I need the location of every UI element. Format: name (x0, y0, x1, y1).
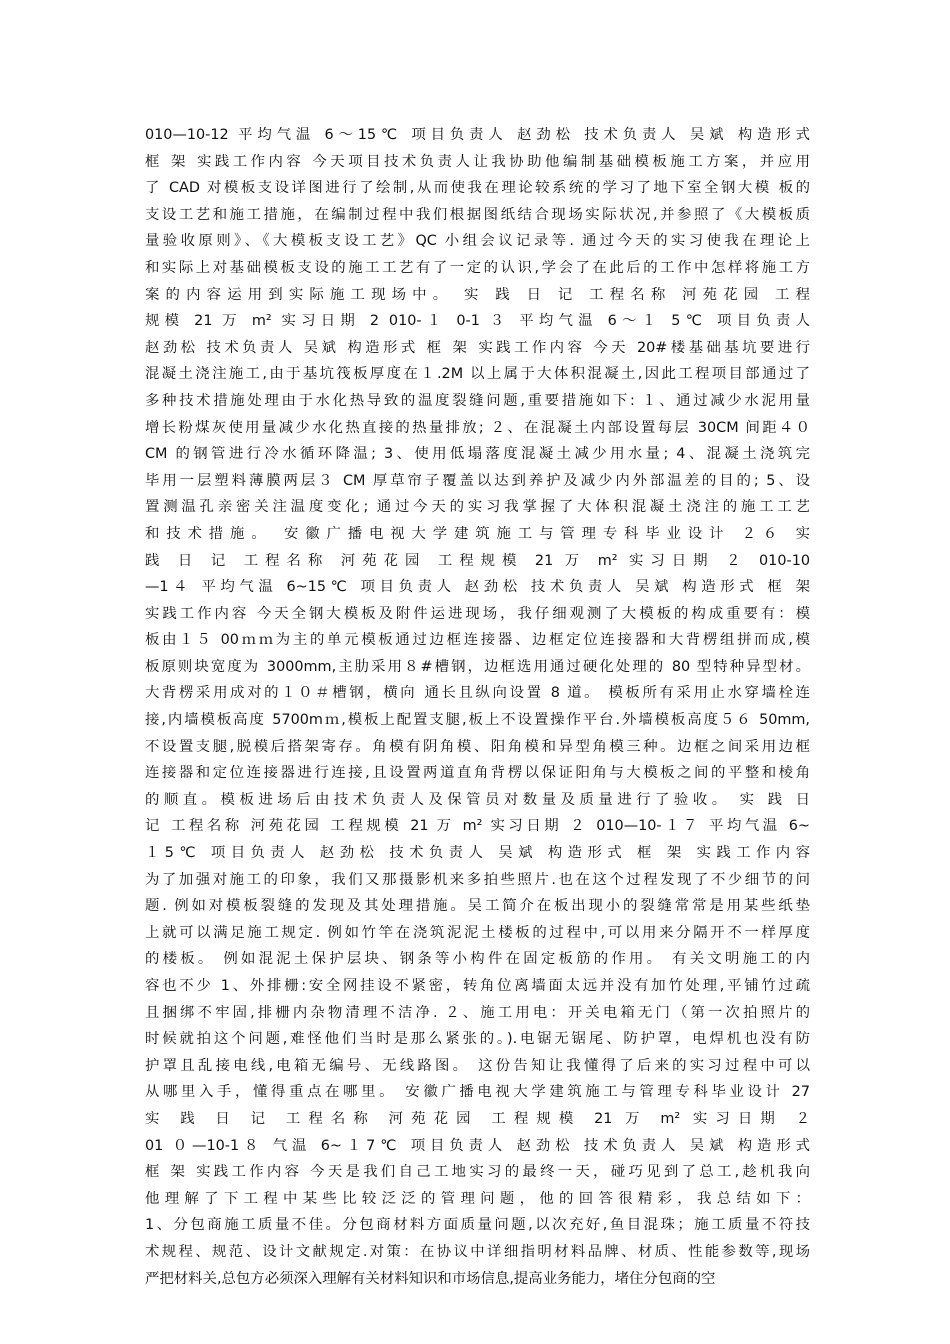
text-line: 容也不少 1、外排栅:安全网挂设不紧密，转角位离墙面太远并没有加竹处理,平铺竹过疏 (145, 978, 810, 994)
text-line: 接,内墙模板高度 5700mｍ,模板上配置支腿,板上不设置操作平台.外墙模板高度５６ 50mm, (145, 712, 810, 729)
text-line: 且捆绑不牢固,排栅内杂物清理不洁净. ２、施工用电：开关电箱无门（第一次拍照片的 (145, 1004, 810, 1021)
text-line: 不设置支腿,脱模后搭架寄存。角模有阴角模、阳角模和异型角模三种。边框之间采用边框 (145, 738, 810, 755)
text-line: 从哪里入手，懂得重点在哪里。 安徽广播电视大学建筑施工与管理专科毕业设计 27 (145, 1084, 810, 1101)
text-line: 和实际上对基础模板支设的施工工艺有了一定的认识,学会了在此后的工作中怎样将施工方 (145, 259, 810, 276)
text-line: 010—10-12 平均气温 6～15℃ 项目负责人 赵劲松 技术负责人 吴斌 构造形式 (145, 127, 810, 143)
text-line: 践 日 记 工程名称 河苑花园 工程规模 21 万 m² 实习日期 ２ 010-10 (145, 552, 810, 569)
text-line: 题. 例如对模板裂缝的发现及其处理措施。吴工简介在板出现小的裂缝常常是用某些纸垫 (145, 898, 810, 915)
text-line: 了 CAD 对模板支设详图进行了绘制,从而使我在理论较系统的学习了地下室全钢大模 板的 (145, 180, 810, 197)
text-line: 框 架 实践工作内容 今天是我们自己工地实习的最终一天，碰巧见到了总工,趁机我向 (145, 1164, 810, 1181)
text-line: 支设工艺和施工措施，在编制过程中我们根据图纸结合现场实际状况,并参照了《大模板质 (145, 206, 810, 223)
text-line: 置测温孔亲密关注温度变化; 通过今天的实习我掌握了大体积混凝土浇注的施工工艺 (145, 499, 810, 516)
text-line: 多种技术措施处理由于水化热导致的温度裂缝问题,重要措施如下: １、通过减少水泥用量 (145, 392, 810, 409)
text-line: 案的内容运用到实际施工现场中。 实 践 日 记 工程名称 河苑花园 工程 (145, 286, 810, 303)
text-line: 时候就拍这个问题,难怪他们当时是那么紧张的。).电锯无锯尾、防护罩，电焊机也没有防 (145, 1031, 810, 1048)
text-line: 01 ０—10-1８ 气温 6~１7℃ 项目负责人 赵劲松 技术负责人 吴斌 构造形式 (145, 1137, 810, 1154)
text-line: 术规程、规范、设计文献规定.对策：在协议中详细指明材料品牌、材质、性能参数等,现场 (145, 1243, 810, 1260)
text-line: 记 工程名称 河苑花园 工程规模 21 万 m² 实习日期 ２ 010—10-１７ 平均气温 6~ (145, 818, 810, 835)
text-line: 赵劲松 技术负责人 吴斌 构造形式 框 架 实践工作内容 今天 20#楼基础基坑要进行 (145, 339, 810, 356)
document-body (145, 122, 810, 1292)
text-line: 1、分包商施工质量不佳。分包商材料方面质量问题,以次充好,鱼目混珠；施工质量不符技 (145, 1217, 810, 1234)
text-line: 增长粉煤灰使用量减少水化热直接的热量排放; ２、在混凝土内部设置每层 30CM 间距４０ (145, 419, 810, 436)
text-line: 的楼板。 例如混泥土保护层块、钢条等小构件在固定板筋的作用。 有关文明施工的内 (145, 951, 810, 968)
text-line: 的顺直。模板进场后由技术负责人及保管员对数量及质量进行了验收。 实 践 日 (145, 791, 810, 808)
text-line: 他理解了下工程中某些比较泛泛的管理问题，他的回答很精彩，我总结如下： (145, 1190, 810, 1207)
text-line: 实践工作内容 今天全钢大模板及附件运进现场，我仔细观测了大模板的构成重要有：模 (145, 605, 810, 622)
text-line: 和技术措施。 安徽广播电视大学建筑施工与管理专科毕业设计 ２６ 实 (145, 525, 810, 542)
text-line: 为了加强对施工的印象，我们又那摄影机来多拍些照片.也在这个过程发现了不少细节的问 (145, 871, 810, 888)
text-line: 规模 21 万 m² 实习日期 2 010-１ 0-1 ３ 平均气温 6～１ 5℃ 项目负责人 (145, 313, 810, 330)
text-line: 护罩且乱接电线,电箱无编号、无线路图。 这份告知让我懂得了后来的实习过程中可以 (145, 1057, 810, 1074)
text-line: CM 的钢管进行冷水循环降温; 3、使用低塌落度混凝土减少用水量; 4、混凝土浇筑完 (145, 446, 810, 463)
text-line: 框 架 实践工作内容 今天项目技术负责人让我协助他编制基础模板施工方案，并应用 (145, 153, 810, 170)
text-line: １5℃ 项目负责人 赵劲松 技术负责人 吴斌 构造形式 框 架 实践工作内容 (145, 845, 810, 862)
text-line: 连接器和定位连接器进行连接,且设置两道直角背楞以保证阳角与大模板之间的平整和棱角 (145, 765, 810, 782)
text-line: 混凝土浇注施工,由于基坑筏板厚度在１.2M 以上属于大体积混凝土,因此工程项目部通过了 (145, 366, 810, 383)
text-line: 毕用一层塑料薄膜两层３ CM 厚草帘子覆盖以达到养护及减少内外部温差的目的; 5、设 (145, 472, 810, 489)
text-line: 板由１５ 00ｍｍ为主的单元模板通过边框连接器、边框定位连接器和大背楞组拼而成,模 (145, 632, 810, 649)
text-line: 大背楞采用成对的１０＃槽钢，横向 通长且纵向设置 8 道。 模板所有采用止水穿墙栓连 (145, 685, 810, 702)
text-line: 实 践 日 记 工程名称 河苑花园 工程规模 21 万 m² 实习日期 ２ (145, 1110, 810, 1127)
text-line: 量验收原则》、《大模板支设工艺》QC 小组会议记录等. 通过今天的实习使我在理论上 (145, 233, 810, 250)
text-line: 板原则块宽度为 3000mm,主肋采用８#槽钢，边框选用通过硬化处理的 80 型特种异型材。 (145, 658, 810, 675)
text-line: —1４ 平均气温 6~15℃ 项目负责人 赵劲松 技术负责人 吴斌 构造形式 框 架 (145, 579, 810, 596)
text-line: 严把材料关,总包方必须深入理解有关材料知识和市场信息,提高业务能力，堵住分包商的空 (145, 1270, 716, 1287)
text-line: 上就可以满足施工规定. 例如竹竿在浇筑泥泥土楼板的过程中,可以用来分隔开不一样厚度 (145, 924, 810, 941)
